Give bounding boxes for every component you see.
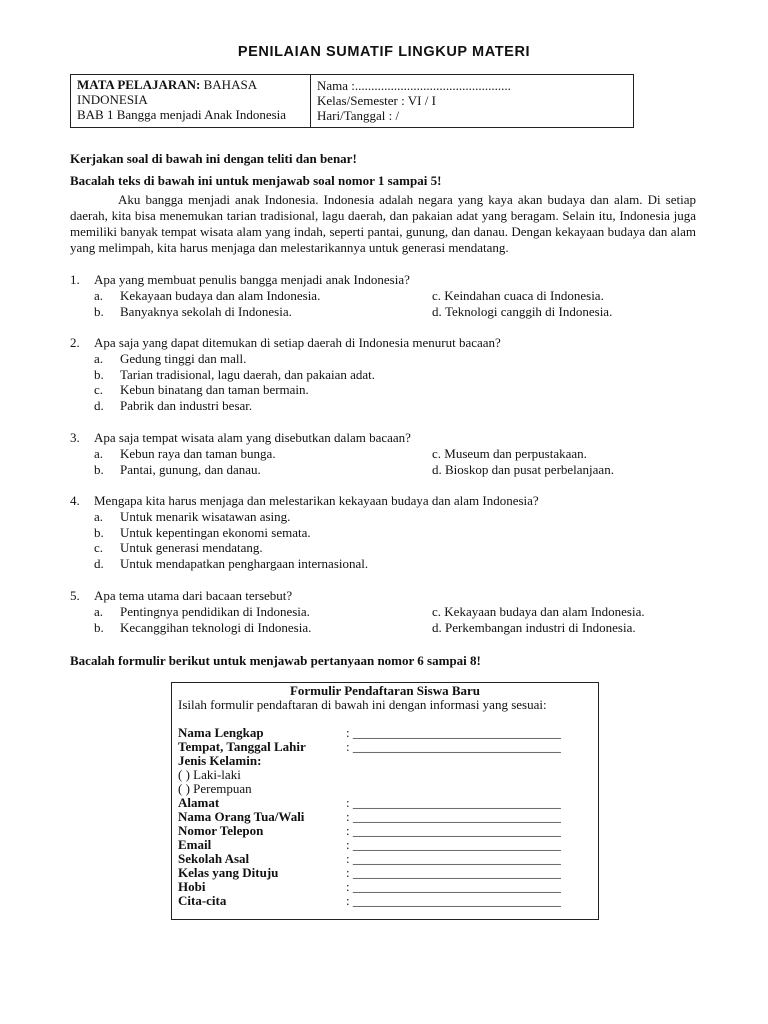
header-table bbox=[70, 74, 634, 128]
option-label: b. bbox=[94, 619, 104, 635]
kelas-field: Kelas/Semester : VI / I bbox=[317, 93, 436, 108]
option-text: Kekayaan budaya dan alam Indonesia. bbox=[444, 603, 645, 619]
gender-label: Jenis Kelamin: bbox=[178, 753, 262, 768]
field-blank: : ________________________________ bbox=[346, 739, 561, 754]
option-text: Kecanggihan teknologi di Indonesia. bbox=[120, 619, 312, 635]
form-row-telepon bbox=[178, 824, 592, 838]
field-label: Cita-cita bbox=[178, 893, 227, 908]
option-text: Kebun raya dan taman bunga. bbox=[120, 445, 276, 461]
option-label: d. bbox=[432, 303, 442, 319]
field-blank: : ________________________________ bbox=[346, 823, 561, 838]
option-label: d. bbox=[432, 619, 442, 635]
question-text: Apa tema utama dari bacaan tersebut? bbox=[94, 588, 293, 603]
option-label: c. bbox=[432, 445, 442, 461]
question-2 bbox=[70, 335, 690, 414]
field-blank: : ________________________________ bbox=[346, 851, 561, 866]
form-row-nama bbox=[178, 726, 592, 740]
question-1 bbox=[70, 272, 690, 319]
option-label: c. bbox=[432, 603, 442, 619]
option-text: Untuk mendapatkan penghargaan internasional. bbox=[120, 556, 369, 572]
option-text: Banyaknya sekolah di Indonesia. bbox=[120, 303, 292, 319]
registration-form bbox=[171, 682, 599, 920]
instruction-3: Bacalah formulir berikut untuk menjawab pertanyaan nomor 6 sampai 8! bbox=[70, 653, 481, 668]
option-label: a. bbox=[94, 603, 104, 619]
field-blank: : ________________________________ bbox=[346, 893, 561, 908]
option-label: c. bbox=[432, 287, 442, 303]
field-label: Kelas yang Dituju bbox=[178, 865, 279, 880]
field-label: Email bbox=[178, 837, 212, 852]
option-label: c. bbox=[94, 540, 104, 556]
question-number: 4. bbox=[70, 493, 80, 508]
subject-label: MATA PELAJARAN: bbox=[77, 77, 201, 92]
field-label: Nama Orang Tua/Wali bbox=[178, 809, 305, 824]
reading-passage: Aku bangga menjadi anak Indonesia. Indonesia adalah negara yang kaya akan budaya dan alam. Di setiap daerah, kita bisa menemukan tarian tradisional, lagu daerah, dan pakaian adat yang beragam. Selain itu, Indonesia juga memiliki banyak tempat wisata alam yang indah, seperti pantai, gunung, dan danau. Dengan kekayaan budaya dan alam yang melimpah, kita harus menjaga dan melestarikannya untuk generasi mendatang. bbox=[70, 192, 696, 255]
option-label: a. bbox=[94, 445, 104, 461]
field-label: Nomor Telepon bbox=[178, 823, 264, 838]
gender-female-option: ( ) Perempuan bbox=[178, 781, 252, 796]
question-number: 2. bbox=[70, 335, 80, 350]
option-text: Untuk menarik wisatawan asing. bbox=[120, 508, 291, 524]
question-3 bbox=[70, 430, 690, 477]
option-text: Museum dan perpustakaan. bbox=[444, 445, 587, 461]
instruction-1: Kerjakan soal di bawah ini dengan teliti dan benar! bbox=[70, 151, 357, 166]
subject-cell bbox=[71, 75, 311, 127]
form-subtitle: Isilah formulir pendaftaran di bawah ini dengan informasi yang sesuai: bbox=[178, 697, 547, 712]
field-blank: : ________________________________ bbox=[346, 865, 561, 880]
option-label: d. bbox=[94, 398, 104, 414]
question-number: 3. bbox=[70, 430, 80, 445]
option-text: Pantai, gunung, dan danau. bbox=[120, 461, 261, 477]
field-label: Nama Lengkap bbox=[178, 725, 264, 740]
instruction-2: Bacalah teks di bawah ini untuk menjawab soal nomor 1 sampai 5! bbox=[70, 173, 442, 188]
question-number: 1. bbox=[70, 272, 80, 287]
form-row-orang-tua bbox=[178, 810, 592, 824]
question-text: Apa saja yang dapat ditemukan di setiap daerah di Indonesia menurut bacaan? bbox=[94, 335, 501, 350]
field-blank: : ________________________________ bbox=[346, 837, 561, 852]
option-text: Untuk generasi mendatang. bbox=[120, 540, 263, 556]
option-text: Bioskop dan pusat perbelanjaan. bbox=[445, 461, 614, 477]
field-label: Alamat bbox=[178, 795, 220, 810]
option-label: a. bbox=[94, 508, 104, 524]
field-blank: : ________________________________ bbox=[346, 879, 561, 894]
option-label: b. bbox=[94, 366, 104, 382]
option-text: Teknologi canggih di Indonesia. bbox=[445, 303, 613, 319]
nama-field: Nama :................................................ bbox=[317, 78, 511, 93]
field-label: Tempat, Tanggal Lahir bbox=[178, 739, 306, 754]
option-label: a. bbox=[94, 350, 104, 366]
gender-male-option: ( ) Laki-laki bbox=[178, 767, 241, 782]
option-text: Untuk kepentingan ekonomi semata. bbox=[120, 524, 311, 540]
field-blank: : ________________________________ bbox=[346, 795, 561, 810]
field-blank: : ________________________________ bbox=[346, 725, 561, 740]
subject-line bbox=[77, 77, 304, 92]
page-title: PENILAIAN SUMATIF LINGKUP MATERI bbox=[237, 44, 531, 60]
option-text: Pabrik dan industri besar. bbox=[120, 398, 253, 414]
option-text: Perkembangan industri di Indonesia. bbox=[445, 619, 636, 635]
subject-value-line2: INDONESIA bbox=[77, 92, 148, 107]
option-label: d. bbox=[94, 556, 104, 572]
form-row-email bbox=[178, 838, 592, 852]
chapter: BAB 1 Bangga menjadi Anak Indonesia bbox=[77, 107, 287, 122]
option-text: Gedung tinggi dan mall. bbox=[120, 350, 247, 366]
question-number: 5. bbox=[70, 588, 80, 603]
question-text: Apa yang membuat penulis bangga menjadi anak Indonesia? bbox=[94, 272, 410, 287]
form-row-ttl bbox=[178, 740, 592, 754]
form-row-alamat bbox=[178, 796, 592, 810]
option-label: a. bbox=[94, 287, 104, 303]
subject-value: BAHASA bbox=[200, 77, 258, 92]
question-4 bbox=[70, 493, 690, 572]
form-row-hobi bbox=[178, 880, 592, 894]
question-text: Mengapa kita harus menjaga dan melestarikan kekayaan budaya dan alam Indonesia? bbox=[94, 493, 539, 508]
form-title: Formulir Pendaftaran Siswa Baru bbox=[289, 683, 481, 698]
question-5 bbox=[70, 588, 690, 635]
option-label: b. bbox=[94, 303, 104, 319]
form-row-sekolah-asal bbox=[178, 852, 592, 866]
option-text: Pentingnya pendidikan di Indonesia. bbox=[120, 603, 310, 619]
option-text: Kebun binatang dan taman bermain. bbox=[120, 382, 309, 398]
form-row-cita-cita bbox=[178, 894, 592, 908]
question-text: Apa saja tempat wisata alam yang disebutkan dalam bacaan? bbox=[94, 430, 411, 445]
student-info-cell bbox=[311, 75, 633, 127]
field-blank: : ________________________________ bbox=[346, 809, 561, 824]
form-row-kelas bbox=[178, 866, 592, 880]
option-text: Keindahan cuaca di Indonesia. bbox=[444, 287, 604, 303]
option-label: d. bbox=[432, 461, 442, 477]
option-label: b. bbox=[94, 524, 104, 540]
option-text: Kekayaan budaya dan alam Indonesia. bbox=[120, 287, 321, 303]
option-text: Tarian tradisional, lagu daerah, dan pakaian adat. bbox=[120, 366, 376, 382]
option-label: b. bbox=[94, 461, 104, 477]
hari-field: Hari/Tanggal : / bbox=[317, 108, 400, 123]
option-label: c. bbox=[94, 382, 104, 398]
field-label: Hobi bbox=[178, 879, 206, 894]
field-label: Sekolah Asal bbox=[178, 851, 250, 866]
